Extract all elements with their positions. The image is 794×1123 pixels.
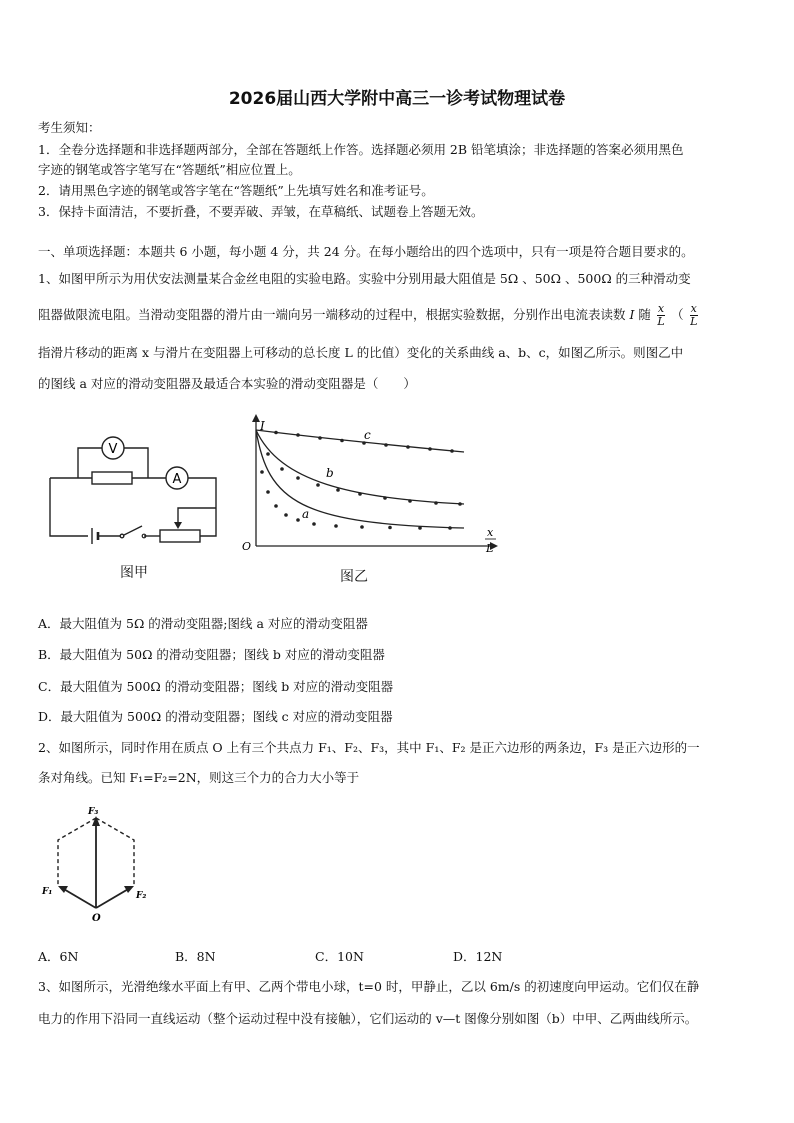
curve-a-label: a — [302, 507, 310, 521]
q1-option-d[interactable]: D．最大阻值为 500Ω 的滑动变阻器；图线 c 对应的滑动变阻器 — [38, 709, 393, 724]
frac-num: x — [690, 302, 697, 315]
q1-option-a[interactable]: A．最大阻值为 5Ω 的滑动变阻器;图线 a 对应的滑动变阻器 — [38, 616, 368, 631]
current-graph — [240, 412, 505, 562]
q2-option-c[interactable]: C．10N — [315, 949, 364, 964]
frac-num: x — [657, 302, 665, 315]
q3-line-1: 3、如图所示，光滑绝缘水平面上有甲、乙两个带电小球，t=0 时，甲静止，乙以 6m/s 的初速度向甲运动。它们仅在静 — [38, 979, 700, 994]
q1-line-1: 1、如图甲所示为用伏安法测量某合金丝电阻的实验电路。实验中分别用最大阻值是 5Ω 、50Ω 、500Ω 的三种滑动变 — [38, 271, 691, 286]
label-f3: F₃ — [88, 807, 99, 817]
wire — [188, 478, 216, 536]
q1-fraction-2 — [690, 303, 698, 328]
label-f1: F₁ — [42, 887, 53, 897]
hexagon-edge — [58, 818, 96, 886]
rheostat-icon — [160, 530, 200, 542]
notice-item-2: 2．请用黑色字迹的钢笔或答字笔在“答题纸”上先填写姓名和准考证号。 — [38, 183, 434, 198]
q3-line-2: 电力的作用下沿同一直线运动（整个运动过程中没有接触），它们运动的 v—t 图像分别如图（b）中甲、乙两曲线所示。 — [38, 1011, 698, 1026]
q2-option-d[interactable]: D．12N — [453, 949, 503, 964]
force-f1-line — [62, 888, 96, 908]
slider-wire — [178, 508, 216, 524]
notice-item-1-line-2: 字迹的钢笔或答字笔写在“答题纸”相应位置上。 — [38, 162, 301, 177]
q2-line-2: 条对角线。已知 F₁=F₂=2N，则这三个力的合力大小等于 — [38, 770, 360, 785]
q2-option-b[interactable]: B．8N — [175, 949, 216, 964]
q2-option-a[interactable]: A．6N — [38, 949, 79, 964]
curve-a — [256, 430, 464, 528]
q1-line-4: 的图线 a 对应的滑动变阻器及最适合本实验的滑动变阻器是（ ） — [38, 376, 416, 391]
curve-b-label: b — [326, 466, 334, 480]
circuit-diagram — [40, 428, 230, 553]
hexagon-edge — [96, 818, 134, 886]
notice-item-3: 3．保持卡面清洁，不要折叠，不要弄破、弄皱，在草稿纸、试题卷上答题无效。 — [38, 204, 484, 219]
switch-icon — [120, 534, 124, 538]
q2-line-1: 2、如图所示，同时作用在质点 O 上有三个共点力 F₁、F₂、F₃，其中 F₁、F₂ 是正六边形的两条边，F₃ 是正六边形的一 — [38, 740, 700, 755]
q1-var-i: I — [629, 307, 635, 322]
curve-c — [256, 430, 464, 452]
notice-item-1-line-1: 1．全卷分选择题和非选择题两部分，全部在答题纸上作答。选择题必须用 2B 铅笔填涂；非选择题的答案必须用黑色 — [38, 142, 684, 157]
wire — [124, 448, 148, 478]
ammeter-label: A — [172, 472, 182, 487]
y-axis-arrow-icon — [252, 414, 260, 422]
label-f2: F₂ — [136, 891, 147, 901]
q1-paren: （ — [671, 307, 684, 322]
wire — [78, 448, 102, 478]
f2-arrow-icon — [124, 886, 134, 893]
x-axis-label-num: x — [487, 526, 494, 539]
page-title: 2026届山西大学附中高三一诊考试物理试卷 — [228, 89, 566, 109]
slider-arrow-icon — [174, 522, 182, 529]
data-points — [260, 431, 462, 530]
origin-label: O — [242, 540, 252, 553]
y-axis-label: I — [260, 419, 265, 433]
q1-option-b[interactable]: B．最大阻值为 50Ω 的滑动变阻器；图线 b 对应的滑动变阻器 — [38, 647, 385, 662]
f1-arrow-icon — [58, 886, 68, 893]
q1-line-3: 指滑片移动的距离 x 与滑片在变阻器上可移动的总长度 L 的比值）变化的关系曲线 a、b、c，如图乙所示。则图乙中 — [38, 345, 684, 360]
resistor-icon — [92, 472, 132, 484]
figure-jia-caption: 图甲 — [120, 565, 148, 581]
q1-option-c[interactable]: C．最大阻值为 500Ω 的滑动变阻器；图线 b 对应的滑动变阻器 — [38, 679, 394, 694]
x-axis-label-den: L — [486, 542, 494, 555]
switch-icon — [124, 526, 142, 535]
curve-c-label: c — [364, 428, 371, 442]
section-1-heading: 一、单项选择题：本题共 6 小题，每小题 4 分，共 24 分。在每小题给出的四个选项中，只有一项是符合题目要求的。 — [38, 244, 694, 259]
figure-yi-caption: 图乙 — [340, 569, 368, 585]
q1-line-2-mid: 随 — [634, 307, 651, 322]
force-f2-line — [96, 888, 130, 908]
notice-label: 考生须知： — [38, 120, 101, 135]
wire — [50, 478, 88, 536]
voltmeter-label: V — [108, 442, 118, 457]
frac-den: L — [690, 315, 698, 328]
q1-line-2 — [38, 303, 758, 328]
q1-fraction-1 — [657, 303, 665, 328]
q1-line-2-text: 阻器做限流电阻。当滑动变阻器的滑片由一端向另一端移动的过程中，根据实验数据，分别作出电流表读数 — [38, 307, 630, 322]
hexagon-force-diagram — [36, 800, 161, 925]
f3-arrow-icon — [92, 816, 100, 826]
label-o: O — [92, 913, 101, 924]
frac-den: L — [657, 315, 665, 328]
